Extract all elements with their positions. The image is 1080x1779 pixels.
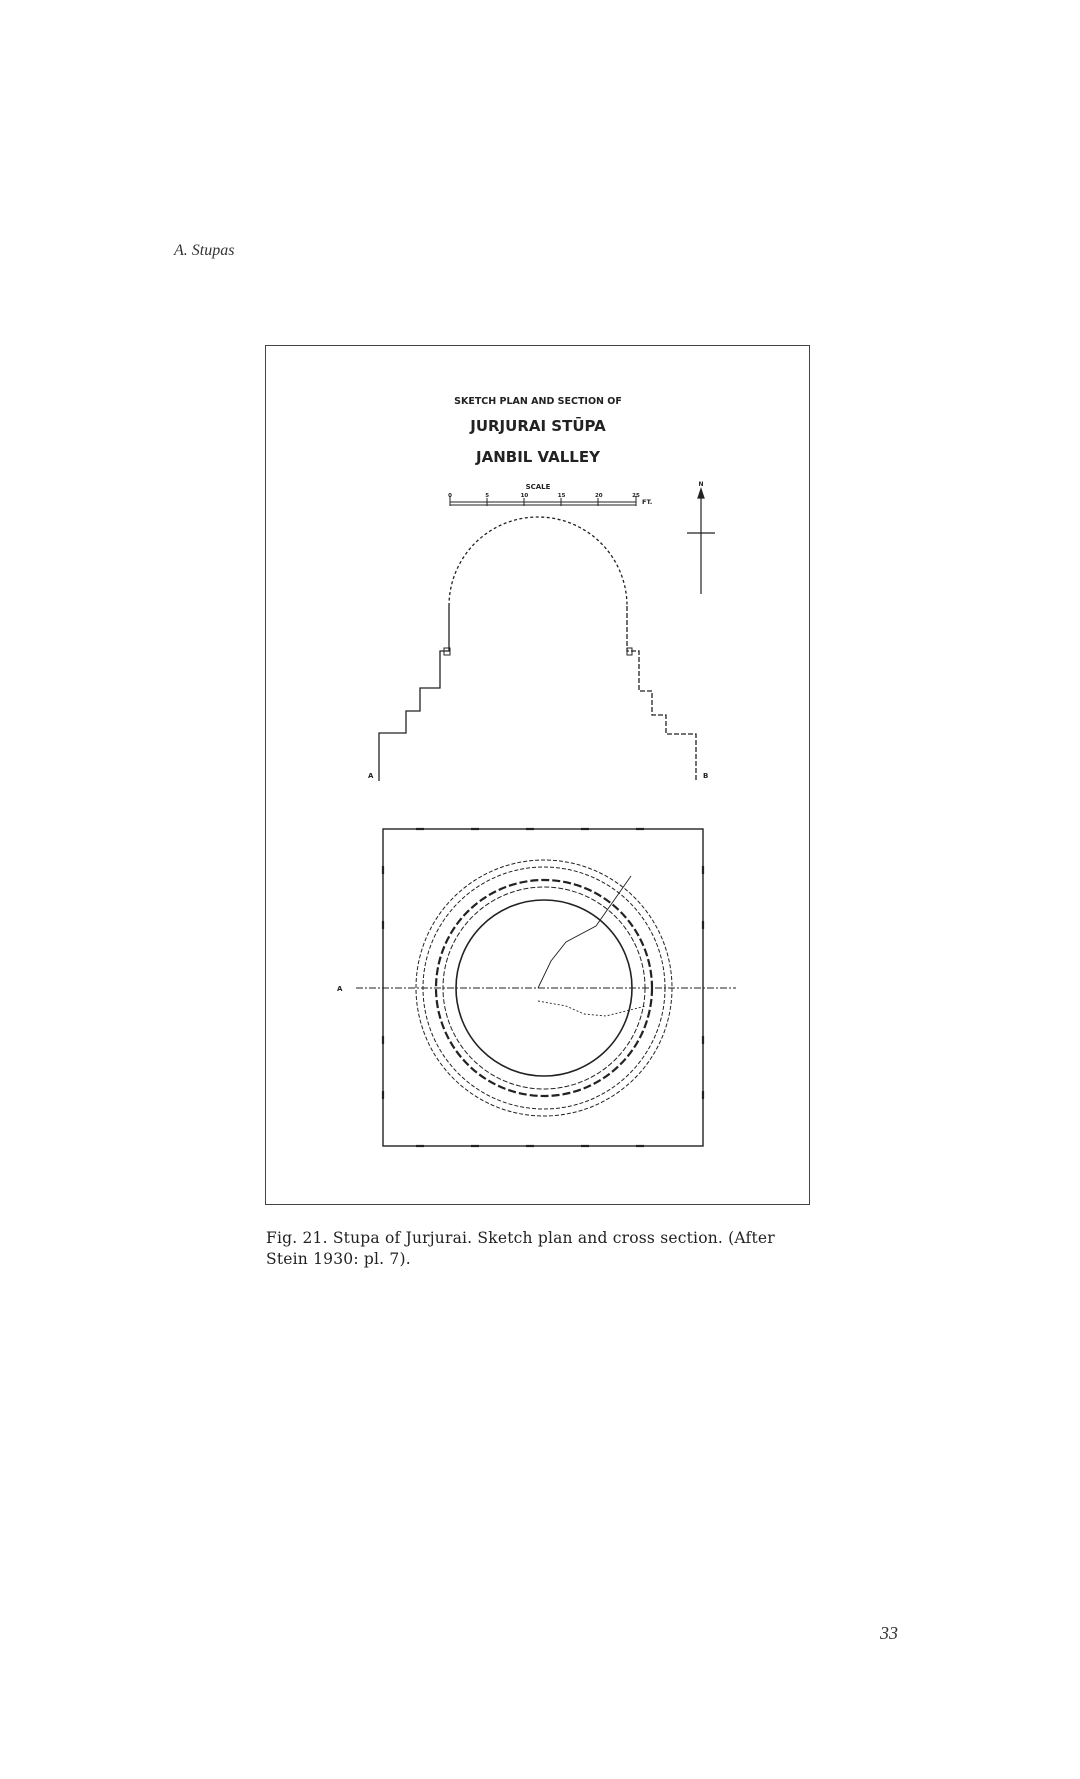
running-head: A. Stupas <box>174 242 235 259</box>
north-arrow <box>687 489 715 594</box>
cross-section <box>379 517 696 781</box>
scale-bar <box>450 496 636 506</box>
scale-tick-labels <box>448 493 640 499</box>
scale-label: SCALE <box>525 483 551 491</box>
drawing-title-1: SKETCH PLAN AND SECTION OF <box>454 396 622 407</box>
scale-tick-label: 5 <box>485 493 490 499</box>
ground-plan <box>356 829 736 1146</box>
figure-caption: Fig. 21. Stupa of Jurjurai. Sketch plan and cross section. (After Stein 1930: pl. 7). <box>266 1229 775 1268</box>
scale-tick-label: 10 <box>520 493 529 499</box>
section-label-b: B <box>703 772 709 780</box>
stupa-drawing <box>266 346 811 1206</box>
section-label-a: A <box>368 772 374 780</box>
scale-tick-label: 15 <box>557 493 566 499</box>
drawing-title-2: JURJURAI STŪPA <box>470 417 606 435</box>
plan-label-a: A <box>337 985 343 993</box>
north-label: N <box>698 481 704 488</box>
scale-tick-label: 0 <box>448 493 452 499</box>
drawing-title-3: JANBIL VALLEY <box>476 448 600 466</box>
figure-frame <box>265 345 810 1205</box>
scale-tick-label: 20 <box>594 493 603 499</box>
scale-unit: FT. <box>642 498 653 506</box>
scale-tick-label: 25 <box>632 493 640 499</box>
page-number: 33 <box>880 1623 898 1643</box>
